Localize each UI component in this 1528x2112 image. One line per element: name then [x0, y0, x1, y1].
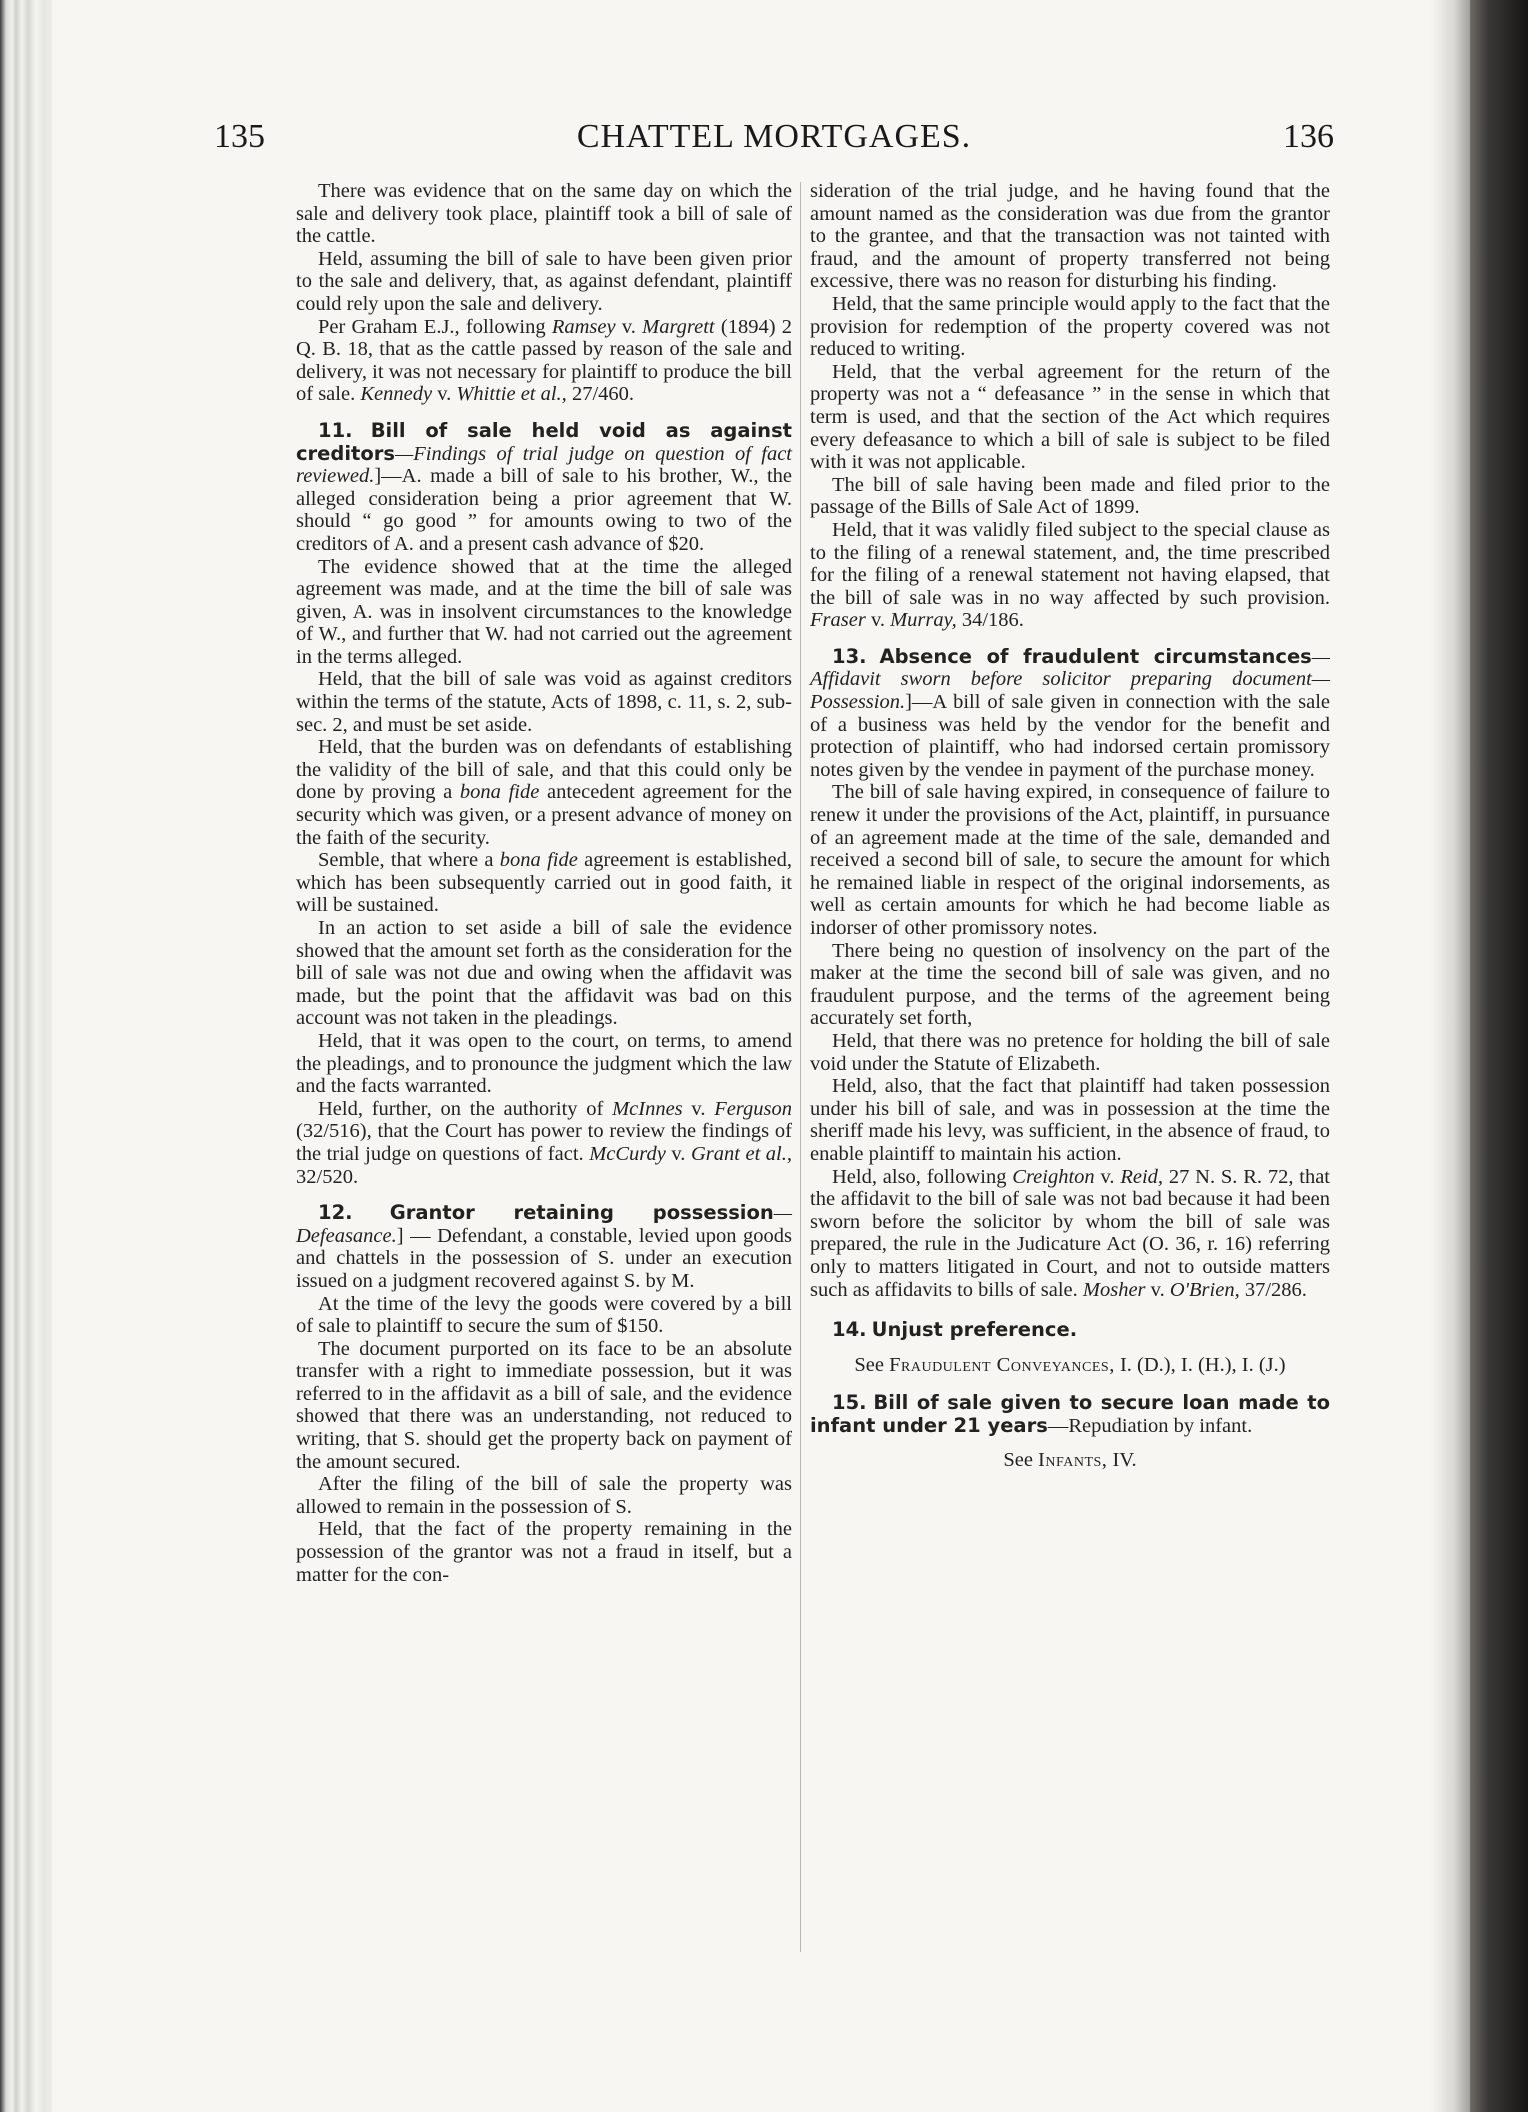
gutter-shadow [1430, 0, 1470, 2112]
page-number-right: 136 [1283, 118, 1334, 155]
paragraph: Held, that the fact of the property remaining in the possession of the grantor was not a fraud in itself, but a matter for the con- [296, 1518, 792, 1586]
cross-reference: See Fraudulent Conveyances, I. (D.), I. (H.), I. (J.) [854, 1353, 1286, 1376]
paragraph: Held, that the burden was on defendants of establishing the validity of the bill of sale, and that this could only be done by proving a bona fide antecedent agreement for the security which was given, or a present advance of money on the faith of the security. [296, 736, 792, 849]
running-header [214, 118, 1334, 158]
book-page-edges [0, 0, 60, 2112]
paragraph: Held, that the bill of sale was void as against creditors within the terms of the statute, Acts of 1898, c. 11, s. 2, sub-sec. 2, and must be set aside. [296, 668, 792, 736]
paragraph: In an action to set aside a bill of sale the evidence showed that the amount set forth as the consideration for the bill of sale was not due and owing when the affidavit was made, but the point that the affidavit was bad on this account was not taken in the pleadings. [296, 917, 792, 1030]
section-heading-11: 11. Bill of sale held void as against creditors—Findings of trial judge on question of fact reviewed.]—A. made a bill of sale to his brother, W., the alleged consideration being a prior agreement that W. should “ go good ” for amounts owing to two of the creditors of A. and a present cash advance of $20. [296, 418, 792, 555]
cross-reference: See Infants, IV. [1003, 1449, 1137, 1472]
paragraph: Held, also, that the fact that plaintiff had taken possession under his bill of sale, and was in possession at the time the sheriff made his levy, was sufficient, in the absence of fraud, to enable plaintiff to maintain his action. [810, 1075, 1330, 1165]
paragraph: There being no question of insolvency on the part of the maker at the time the second bill of sale was given, and no fraudulent purpose, and the terms of the agreement being accurately set forth, [810, 939, 1330, 1030]
paragraph: Held, also, following Creighton v. Reid, 27 N. S. R. 72, that the affidavit to the bill of sale was not bad because it had been sworn before the solicitor by whom the bill of sale was prepared, the rule in the Judicature Act (O. 36, r. 16) referring only to matters litigated in Court, and not to outside matters such as affidavits to bills of sale. Mosher v. O'Brien, 37/286. [810, 1165, 1330, 1301]
paragraph: At the time of the levy the goods were covered by a bill of sale to plaintiff to secure the sum of $150. [296, 1292, 792, 1338]
section-heading-12: 12. Grantor retaining possession—Defeasance.] — Defendant, a constable, levied upon goods and chattels in the possession of S. under an execution issued on a judgment recovered against S. by M. [296, 1201, 792, 1292]
paragraph: Semble, that where a bona fide agreement is established, which has been subsequently carried out in good faith, it will be sustained. [296, 849, 792, 917]
section-heading-15: 15. Bill of sale given to secure loan made to infant under 21 years—Repudiation by infant. [810, 1391, 1330, 1437]
paragraph: Held, that the same principle would apply to the fact that the provision for redemption of the property covered was not reduced to writing. [810, 292, 1330, 361]
page-number-left: 135 [214, 118, 265, 155]
paragraph: The document purported on its face to be an absolute transfer with a right to immediate possession, but it was referred to in the affidavit as a bill of sale, and the evidence showed that there was an understanding, not reduced to writing, that S. should get the property back on payment of the amount secured. [296, 1337, 792, 1473]
paragraph: There was evidence that on the same day on which the sale and delivery took place, plaintiff took a bill of sale of the cattle. [296, 180, 792, 248]
paragraph: Held, that it was validly filed subject to the special clause as to the filing of a renewal statement, and, the time prescribed for the filing of a renewal statement not having elapsed, that the bill of sale was in no way affected by such provision. Fraser v. Murray, 34/186. [810, 518, 1330, 632]
paragraph: The bill of sale having been made and filed prior to the passage of the Bills of Sale Act of 1899. [810, 473, 1330, 519]
paragraph: Held, assuming the bill of sale to have been given prior to the sale and delivery, that, as against defendant, plaintiff could rely upon the sale and delivery. [296, 247, 792, 315]
paragraph: After the filing of the bill of sale the property was allowed to remain in the possession of S. [296, 1473, 792, 1518]
paragraph: Held, that it was open to the court, on terms, to amend the pleadings, and to pronounce the judgment which the law and the facts warranted. [296, 1029, 792, 1098]
paragraph: The bill of sale having expired, in consequence of failure to renew it under the provisions of the Act, plaintiff, in pursuance of an agreement made at the time of the sale, demanded and received a second bill of sale, to secure the amount for which he remained liable in respect of the original indorsements, as well as certain amounts for which he had become liable as indorser of other promissory notes. [810, 781, 1330, 939]
paragraph: The evidence showed that at the time the alleged agreement was made, and at the time the bill of sale was given, A. was in insolvent circumstances to the knowledge of W., and further that W. had not carried out the agreement in the terms alleged. [296, 555, 792, 668]
paragraph: Held, further, on the authority of McInnes v. Ferguson (32/516), that the Court has power to review the findings of the trial judge on questions of fact. McCurdy v. Grant et al., 32/520. [296, 1097, 793, 1188]
section-heading-14: 14. Unjust preference. [832, 1318, 1078, 1342]
paragraph: Held, that there was no pretence for holding the bill of sale void under the Statute of Elizabeth. [810, 1029, 1330, 1075]
left-column [296, 180, 792, 1586]
column-divider [800, 182, 801, 1952]
right-column [810, 180, 1330, 1472]
paragraph: sideration of the trial judge, and he having found that the amount named as the consideration was due from the grantor to the grantee, and that the transaction was not tainted with fraud, and the amount of property transferred not being excessive, there was no reason for disturbing his finding. [810, 180, 1330, 293]
paragraph: Per Graham E.J., following Ramsey v. Margrett (1894) 2 Q. B. 18, that as the cattle passed by reason of the sale and delivery, it was not necessary for plaintiff to produce the bill of sale. Kennedy v. Whittie et al., 27/460. [296, 315, 792, 406]
paragraph: Held, that the verbal agreement for the return of the property was not a “ defeasance ” in the sense in which that term is used, and that the section of the Act which requires every defeasance to which a bill of sale is subject to be filed with it was not applicable. [810, 360, 1330, 474]
binding-edge [1470, 0, 1528, 2112]
section-heading-13: 13. Absence of fraudulent circumstances—Affidavit sworn before solicitor preparing document—Possession.]—A bill of sale given in connection with the sale of a business was held by the vendor for the benefit and protection of plaintiff, who had indorsed certain promissory notes given by the vendee in payment of the purchase money. [810, 644, 1331, 781]
running-title: CHATTEL MORTGAGES. [576, 118, 972, 155]
